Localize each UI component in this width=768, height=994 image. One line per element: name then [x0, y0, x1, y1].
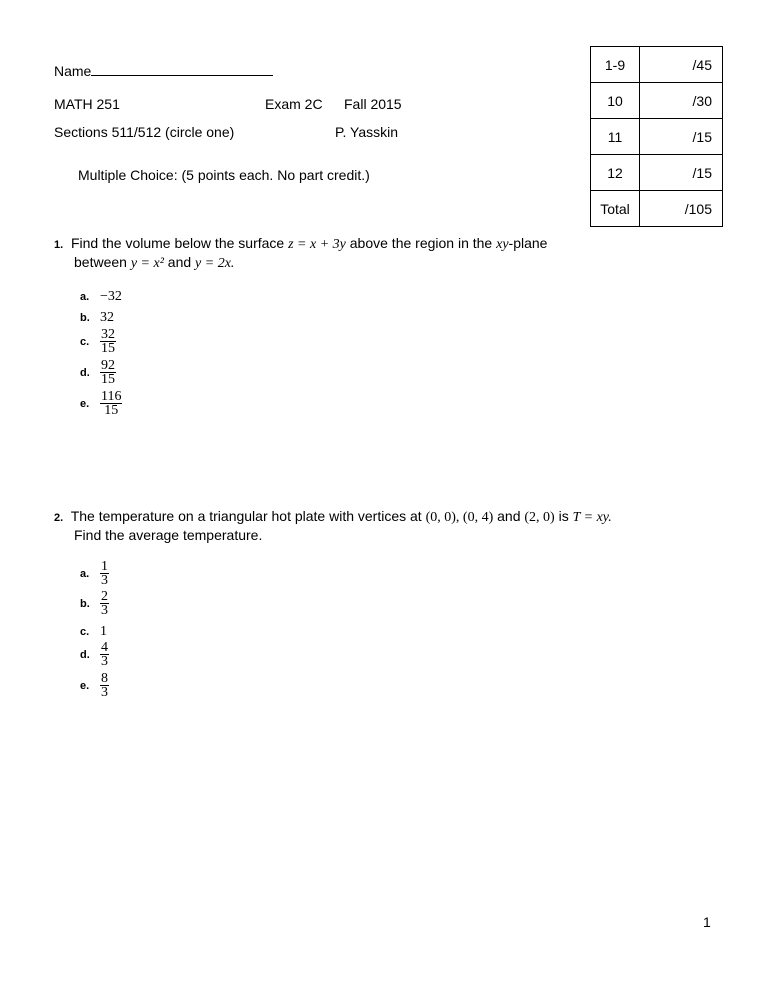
score-row-value: /30: [640, 83, 723, 119]
q1-text-b: above the region in the: [349, 235, 493, 251]
score-row-label: 10: [591, 83, 640, 119]
q1-option-b[interactable]: b. 32: [80, 310, 114, 325]
score-row-label: 11: [591, 119, 640, 155]
q1-plane-var: xy: [496, 237, 509, 252]
q2-text-c: is: [558, 508, 569, 524]
q1-option-b-value: 32: [100, 310, 114, 325]
q1-option-c[interactable]: c. $\frac{32}{15}$: [80, 327, 115, 356]
score-row: [591, 119, 723, 155]
q1-text-a: Find the volume below the surface: [70, 235, 285, 251]
name-label: Name: [54, 63, 92, 79]
q1-text-e: and: [167, 254, 192, 270]
q2-option-a[interactable]: a. $\frac{1}{3}$: [80, 559, 108, 588]
q1-curve-2: y = 2x.: [195, 256, 235, 271]
q2-equation: T = xy.: [572, 510, 612, 525]
score-row: [591, 83, 723, 119]
q1-curve-1: y = x²: [130, 256, 164, 271]
q1-text-c: -plane: [508, 235, 548, 251]
q1-option-d[interactable]: d. $\frac{92}{15}$: [80, 358, 115, 387]
q1-equation: z = x + 3y: [288, 237, 346, 252]
question-1-line-2: [74, 254, 234, 272]
term-label: Fall 2015: [344, 96, 402, 112]
score-row: [591, 47, 723, 83]
score-row: [591, 191, 723, 227]
score-row-value: /45: [640, 47, 723, 83]
q2-option-e[interactable]: e. $\frac{8}{3}$: [80, 671, 108, 700]
question-1-line-1: 1. Find the volume below the surface z = x + 3y above the region in the xy-plane: [54, 235, 548, 252]
q2-option-b-fraction: $\frac{2}{3}$: [101, 589, 108, 618]
question-2-line-2: Find the average temperature.: [74, 527, 263, 543]
q2-option-c[interactable]: c. 1: [80, 624, 107, 639]
q1-text-d: between: [74, 254, 127, 270]
q2-option-c-value: 1: [100, 624, 107, 639]
sections-label: Sections 511/512 (circle one): [54, 124, 235, 140]
name-blank-line[interactable]: [91, 62, 273, 76]
q2-vertex-3: (2, 0): [524, 510, 555, 525]
q1-option-c-fraction: $\frac{32}{15}$: [101, 327, 115, 356]
score-row-value: /105: [640, 191, 723, 227]
q1-option-a-value: −32: [100, 289, 122, 304]
q2-option-d[interactable]: d. $\frac{4}{3}$: [80, 640, 108, 669]
q2-option-d-fraction: $\frac{4}{3}$: [101, 640, 108, 669]
q2-option-a-fraction: $\frac{1}{3}$: [101, 559, 108, 588]
question-2-line-1: 2. The temperature on a triangular hot plate with vertices at (0, 0), (0, 4) and (2, 0) is T = xy.: [54, 508, 612, 525]
score-row-label: 12: [591, 155, 640, 191]
q1-option-e[interactable]: e. $\frac{116}{15}$: [80, 389, 122, 418]
course-title: MATH 251: [54, 96, 120, 112]
question-2-number: 2: [54, 512, 61, 524]
q1-option-e-fraction: $\frac{116}{15}$: [101, 389, 122, 418]
score-row-label: Total: [591, 191, 640, 227]
q1-option-a[interactable]: a. −32: [80, 289, 122, 304]
instructions: Multiple Choice: (5 points each. No part credit.): [78, 167, 370, 183]
score-row-value: /15: [640, 155, 723, 191]
exam-label: Exam 2C: [265, 96, 323, 112]
q1-option-d-fraction: $\frac{92}{15}$: [101, 358, 115, 387]
q2-text-a: The temperature on a triangular hot plate with vertices at: [70, 508, 422, 524]
instructor-label: P. Yasskin: [335, 124, 399, 140]
q2-vertices: (0, 0), (0, 4): [425, 510, 494, 525]
score-row: [591, 155, 723, 191]
question-1-number: 1: [54, 239, 61, 251]
name-field[interactable]: [54, 62, 273, 79]
q2-option-b[interactable]: b. $\frac{2}{3}$: [80, 589, 108, 618]
q2-text-b: and: [497, 508, 521, 524]
score-table: [590, 46, 723, 227]
score-row-value: /15: [640, 119, 723, 155]
page-number: 1: [703, 914, 711, 930]
q2-option-e-fraction: $\frac{8}{3}$: [101, 671, 108, 700]
score-row-label: 1-9: [591, 47, 640, 83]
